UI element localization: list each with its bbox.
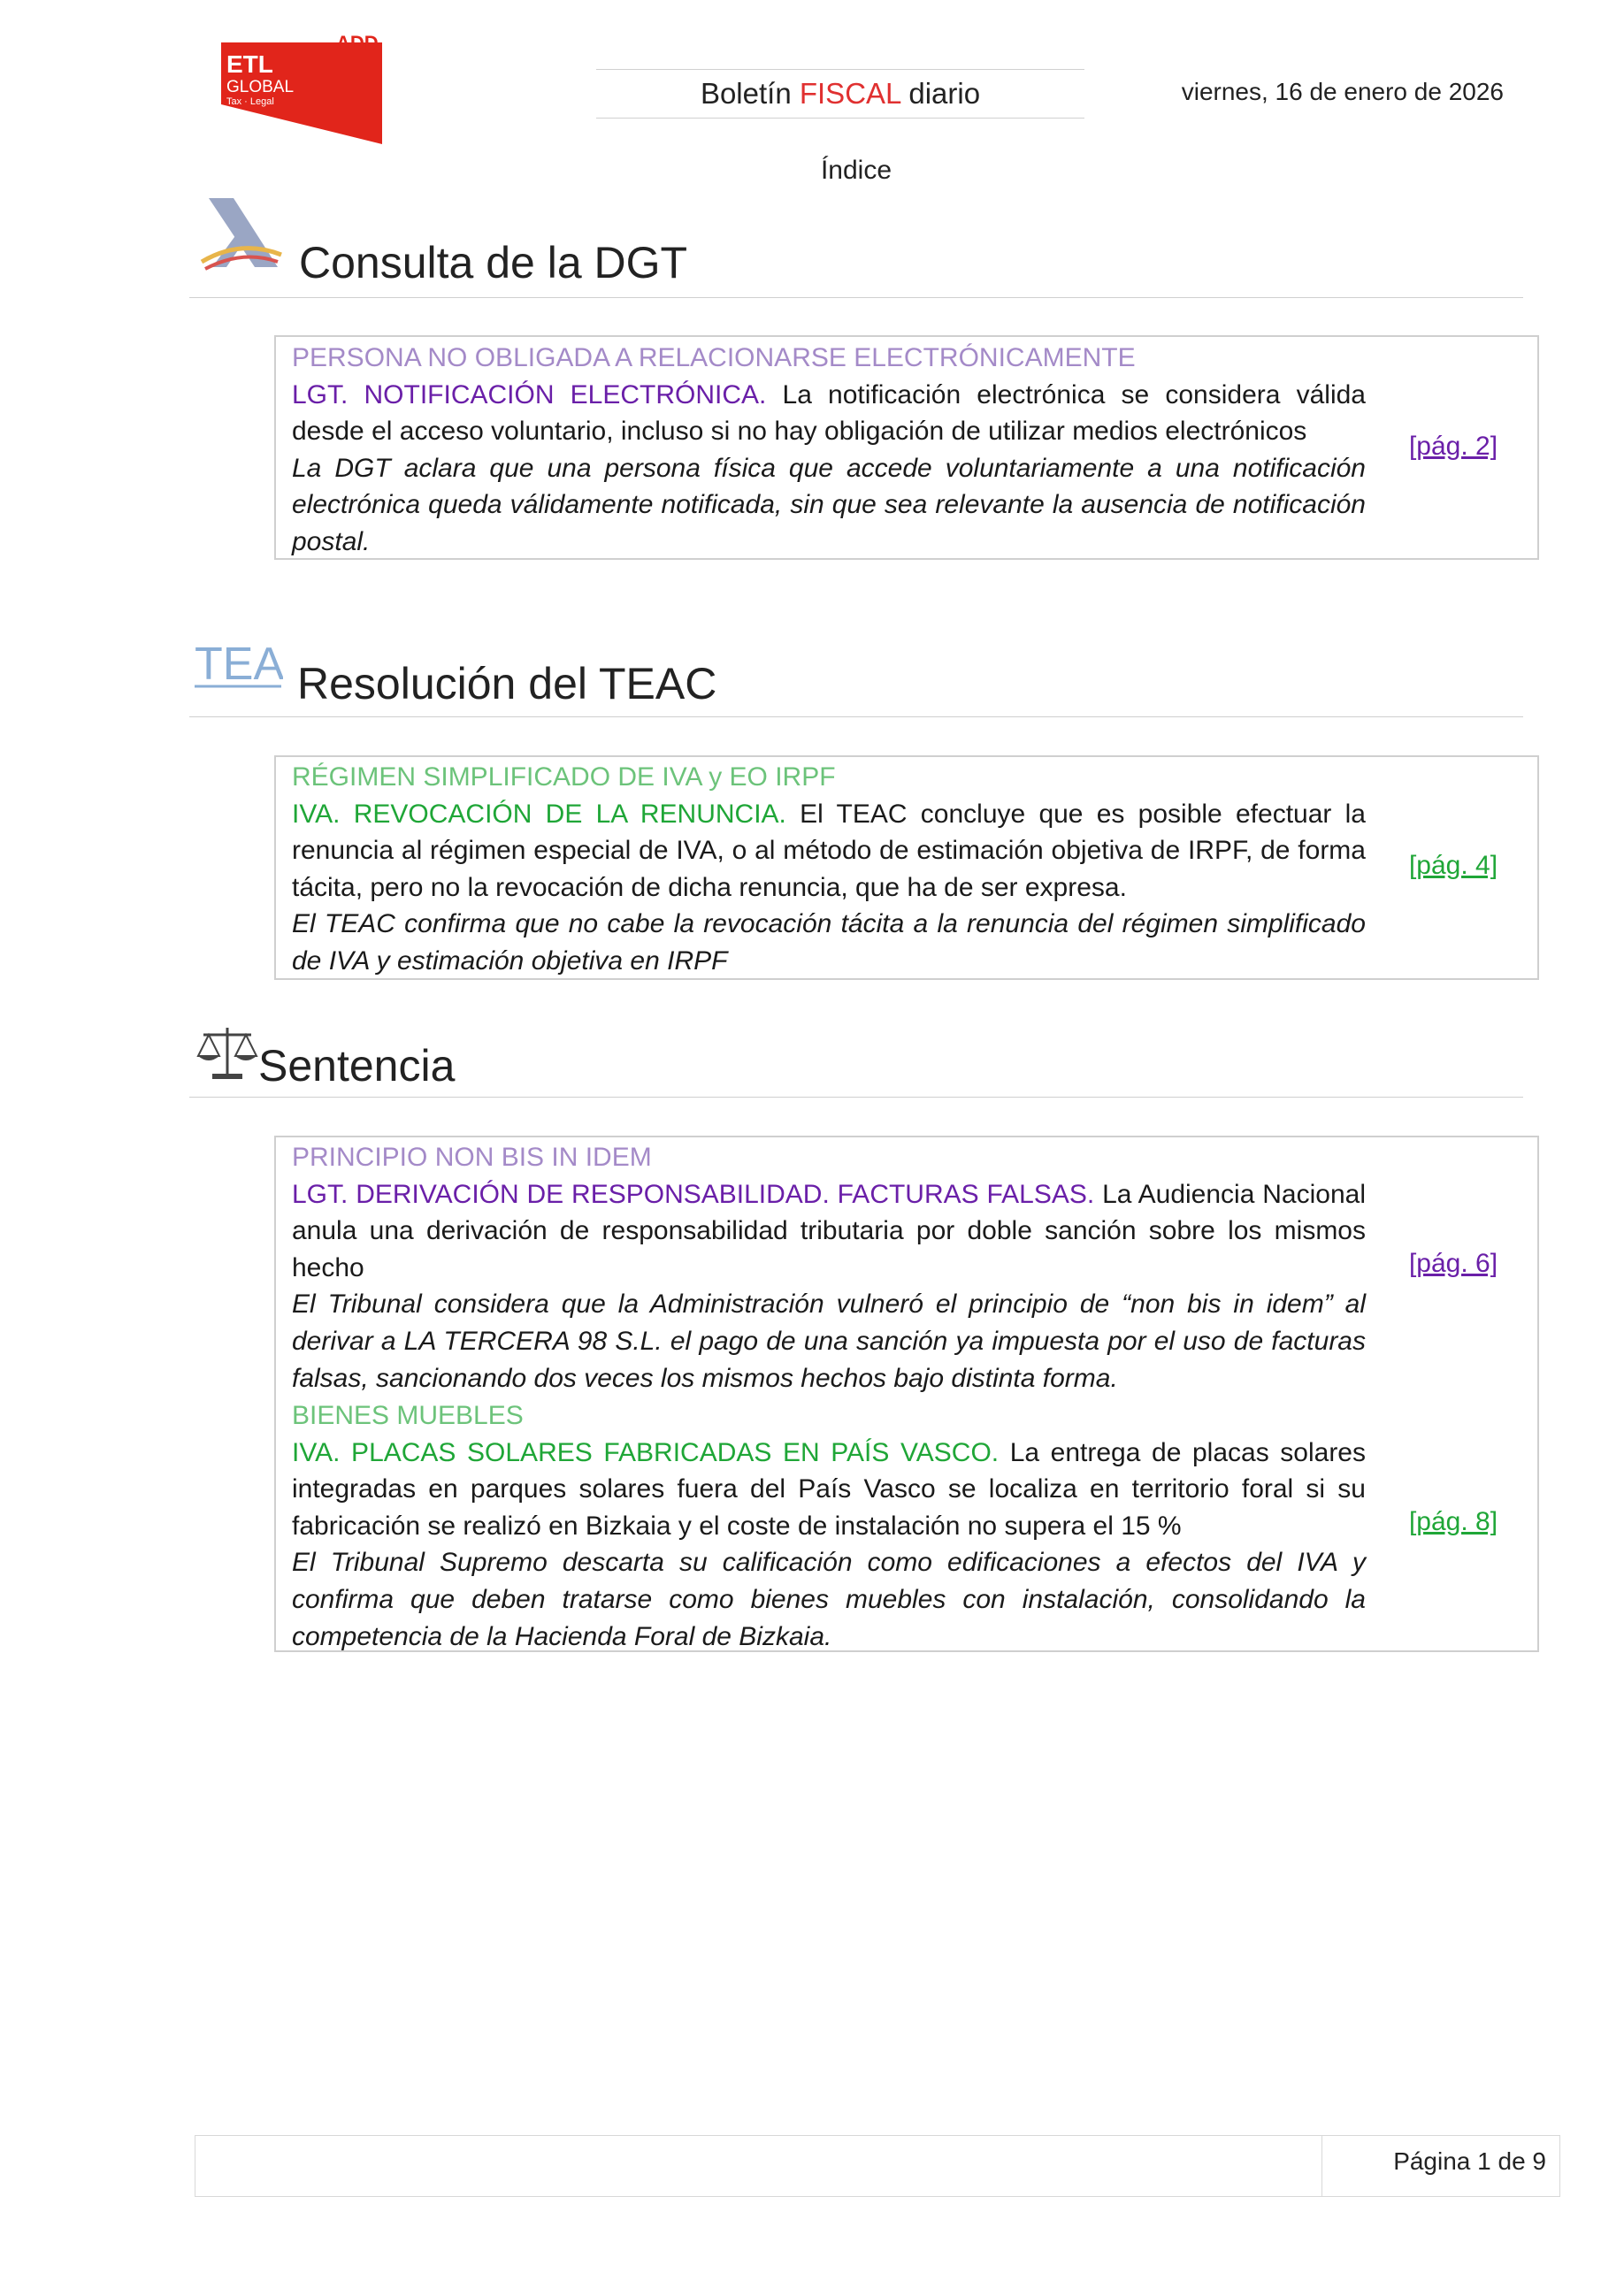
entry-summary: El Tribunal Supremo descarta su calificación como edificaciones a efectos del IVA y confirma que deben tratarse como bienes muebles con instalación, consolidando la competencia de la Hacienda Foral de Bizkaia. [292,1548,1366,1651]
entry-text [292,1139,1366,1397]
title-part-2: diario [900,77,981,110]
entry-subject: IVA. PLACAS SOLARES FABRICADAS EN PAÍS VASCO. [292,1437,1000,1467]
logo-add-text: ADD [336,32,379,54]
section-title-dgt: Consulta de la DGT [299,238,688,287]
page-ref-link[interactable]: [pág. 2] [1408,432,1498,461]
footer-divider [1321,2135,1322,2197]
page-number: Página 1 de 9 [1393,2147,1546,2175]
logo-brand-text: ETL [226,50,273,78]
entry-summary: El Tribunal considera que la Administración vulneró el principio de “non bis in idem” al derivar a LA TERCERA 98 S.L. el pago de una sanción ya impuesta por el uso de facturas falsas, sancionando dos veces los mismos hechos bajo distinta forma. [292,1290,1366,1393]
entry-summary: El TEAC confirma que no cabe la revocación tácita a la renuncia del régimen simplificado de IVA y estimación objetiva en IRPF [292,909,1366,976]
entry-description: La entrega de placas solares integradas en parques solares fuera del País Vasco se localiza en territorio foral si su fabricación se realizó en Bizkaia y el coste de instalación no supera el 15 % [292,1437,1366,1541]
entry-subject: LGT. DERIVACIÓN DE RESPONSABILIDAD. FACTURAS FALSAS. [292,1179,1095,1209]
bulletin-title-box [596,69,1084,119]
index-heading: Índice [820,156,892,185]
entry-topic: RÉGIMEN SIMPLIFICADO DE IVA y EO IRPF [292,762,836,792]
entry-text [292,759,1366,980]
page-ref-link[interactable]: [pág. 8] [1408,1507,1498,1536]
tea-logo-text: TEA [195,639,283,690]
bulletin-title [596,70,1084,118]
entry-subject: LGT. NOTIFICACIÓN ELECTRÓNICA. [292,379,767,409]
entry-description: El TEAC concluye que es posible efectuar la renuncia al régimen especial de IVA, o al método de estimación objetiva de IRPF, de forma tácita, pero no la revocación de dicha renuncia, que ha de ser expresa. [292,799,1366,902]
logo-tagline-text: Tax · Legal [226,96,274,107]
entry-summary: La DGT aclara que una persona física que accede voluntariamente a una notificación electrónica queda válidamente notificada, sin que sea relevante la ausencia de notificación postal. [292,453,1366,556]
title-part-1: Boletín [700,77,800,110]
bulletin-date: viernes, 16 de enero de 2026 [1181,78,1504,105]
entry-description: La Audiencia Nacional anula una derivación de responsabilidad tributaria por doble sanción sobre los mismos hecho [292,1179,1366,1282]
section-rule [189,1097,1523,1098]
title-accent: FISCAL [799,77,901,110]
entry-topic: PERSONA NO OBLIGADA A RELACIONARSE ELECTRÓNICAMENTE [292,343,1136,372]
scales-of-justice-icon [196,1022,258,1084]
entry-text [292,340,1366,561]
entry-subject: IVA. REVOCACIÓN DE LA RENUNCIA. [292,799,786,829]
page-ref-link[interactable]: [pág. 4] [1408,851,1498,880]
section-rule [189,716,1523,717]
entry-topic: BIENES MUEBLES [292,1401,524,1430]
page-ref-link[interactable]: [pág. 6] [1408,1249,1498,1278]
tea-logo-icon [195,637,283,692]
etl-global-logo [221,32,382,144]
entry-topic: PRINCIPIO NON BIS IN IDEM [292,1143,652,1172]
entry-description: La notificación electrónica se considera válida desde el acceso voluntario, incluso si no hay obligación de utilizar medios electrónicos [292,379,1366,447]
entry-text [292,1397,1366,1655]
section-title-sentencia: Sentencia [258,1041,456,1091]
section-rule [189,297,1523,298]
agencia-tributaria-icon [196,193,287,278]
logo-name-text: GLOBAL [226,78,295,96]
section-title-teac: Resolución del TEAC [297,659,717,708]
